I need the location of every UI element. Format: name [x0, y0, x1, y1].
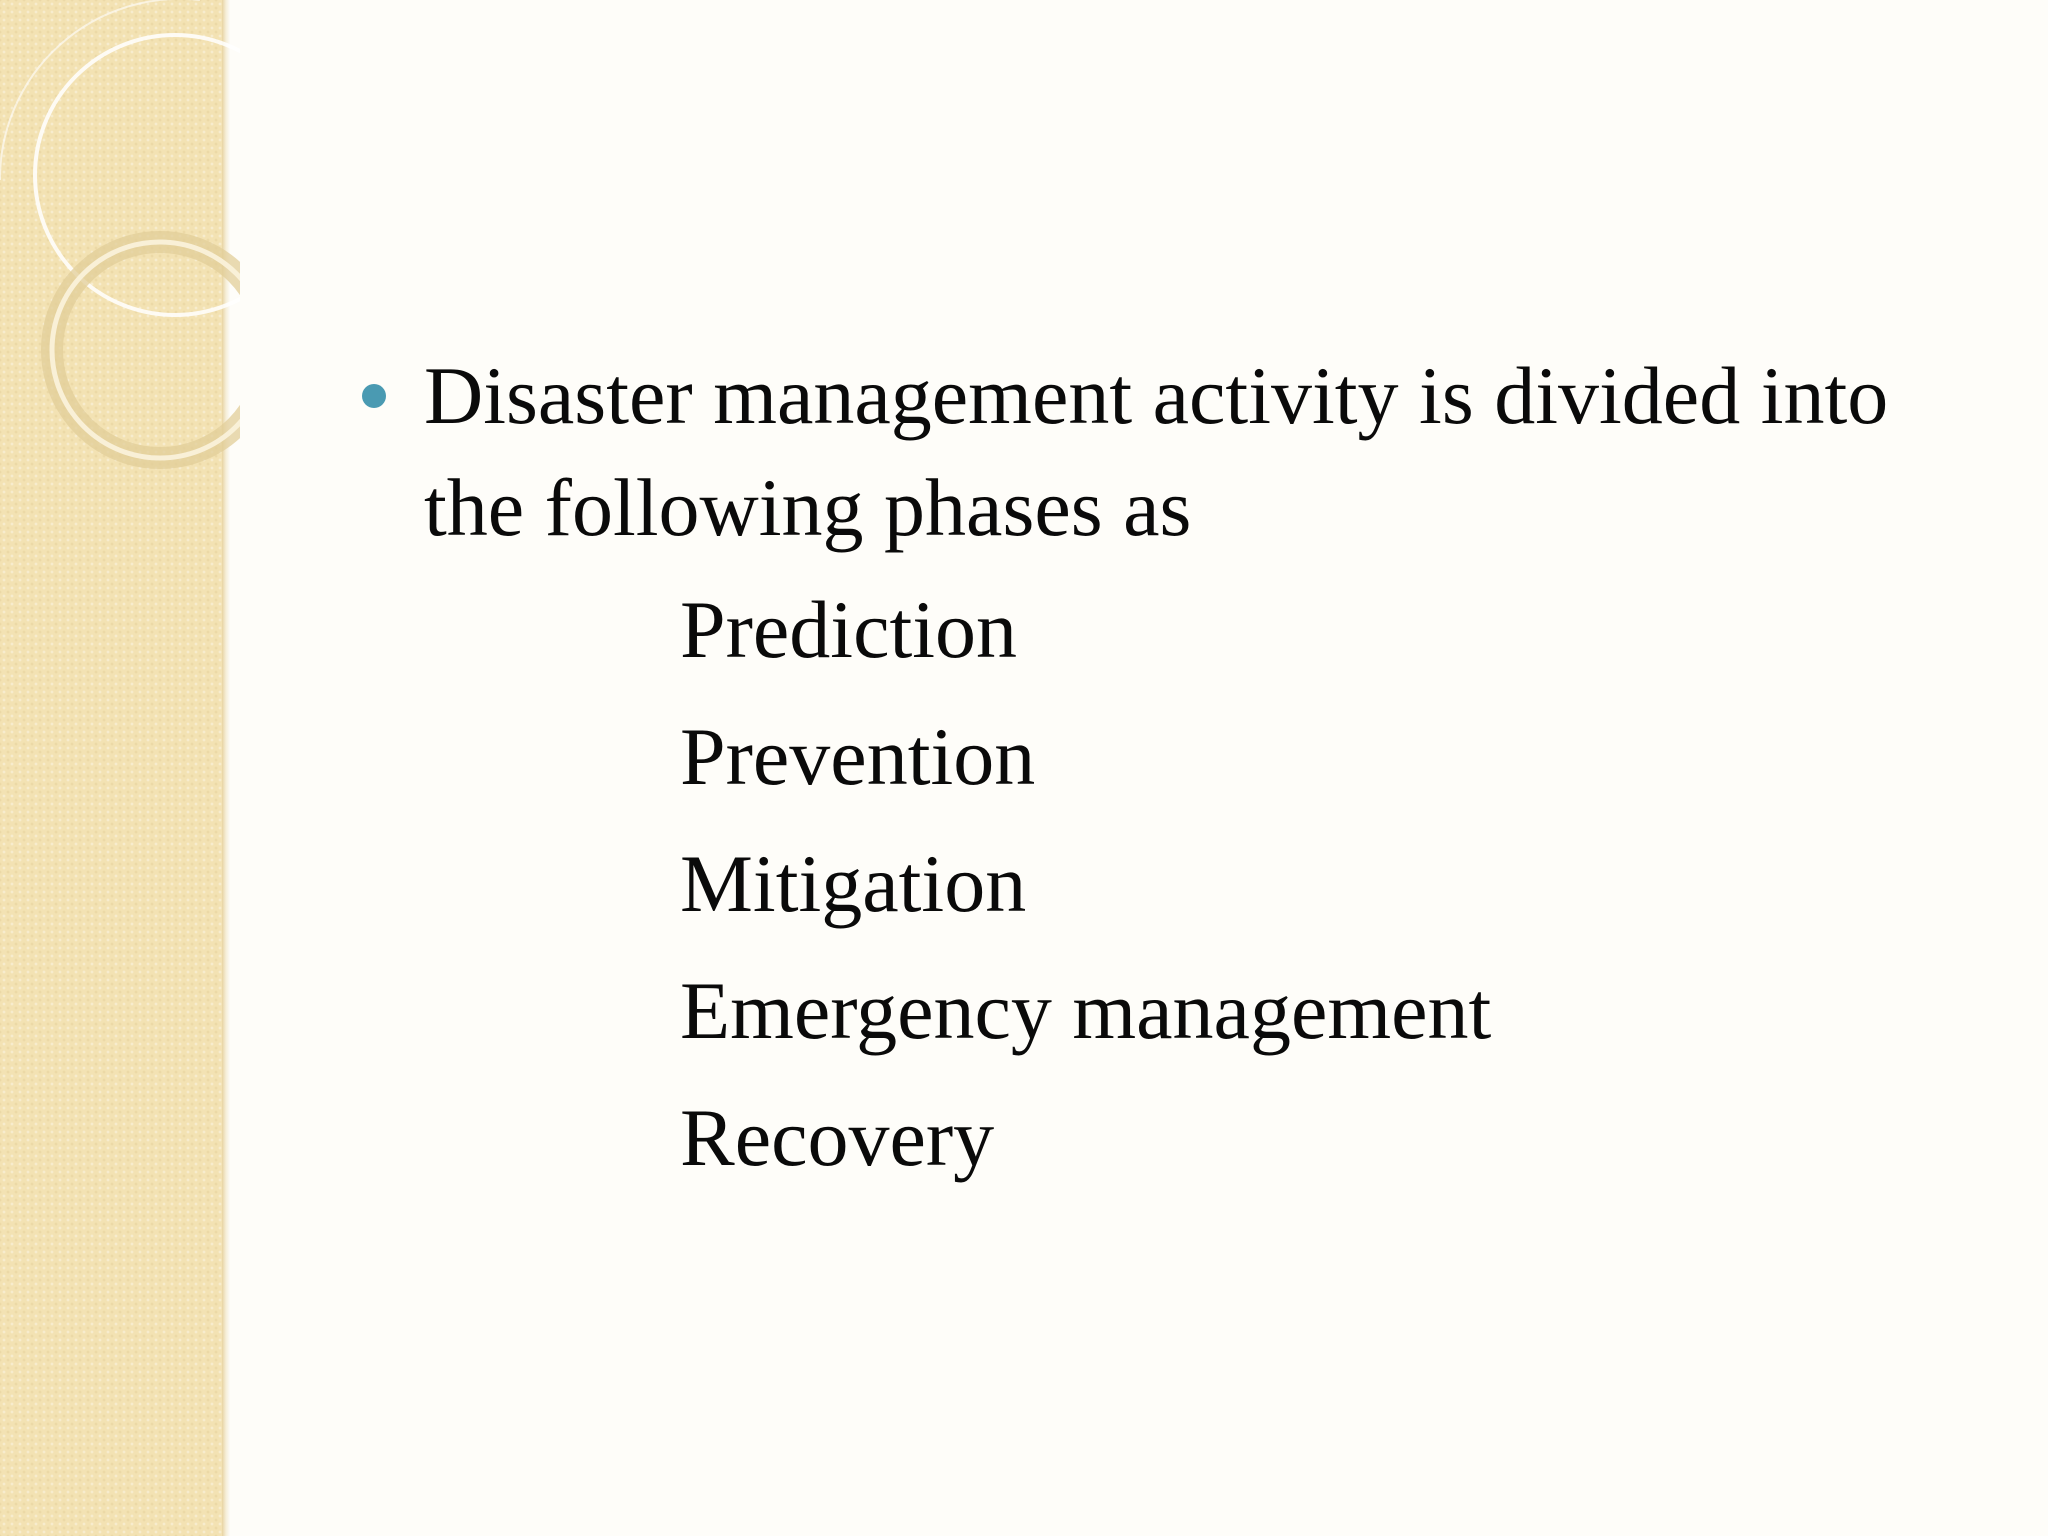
phase-list: [680, 566, 1491, 1201]
phase-item: Mitigation: [680, 838, 1027, 929]
bullet-text: Disaster management activity is divided into the following phases as: [424, 350, 1889, 553]
bullet-dot-icon: [362, 384, 386, 408]
phase-item: Prediction: [680, 584, 1018, 675]
bullet-item: [358, 340, 1958, 564]
phase-item: Prevention: [680, 711, 1036, 802]
small-ring-highlight: [52, 242, 240, 458]
decorative-rings: [0, 0, 240, 520]
slide-content: [358, 340, 1958, 1183]
large-ring: [35, 35, 240, 315]
top-arc: [0, 0, 200, 180]
phase-item: Emergency management: [680, 965, 1492, 1056]
phase-item: Recovery: [680, 1092, 995, 1183]
